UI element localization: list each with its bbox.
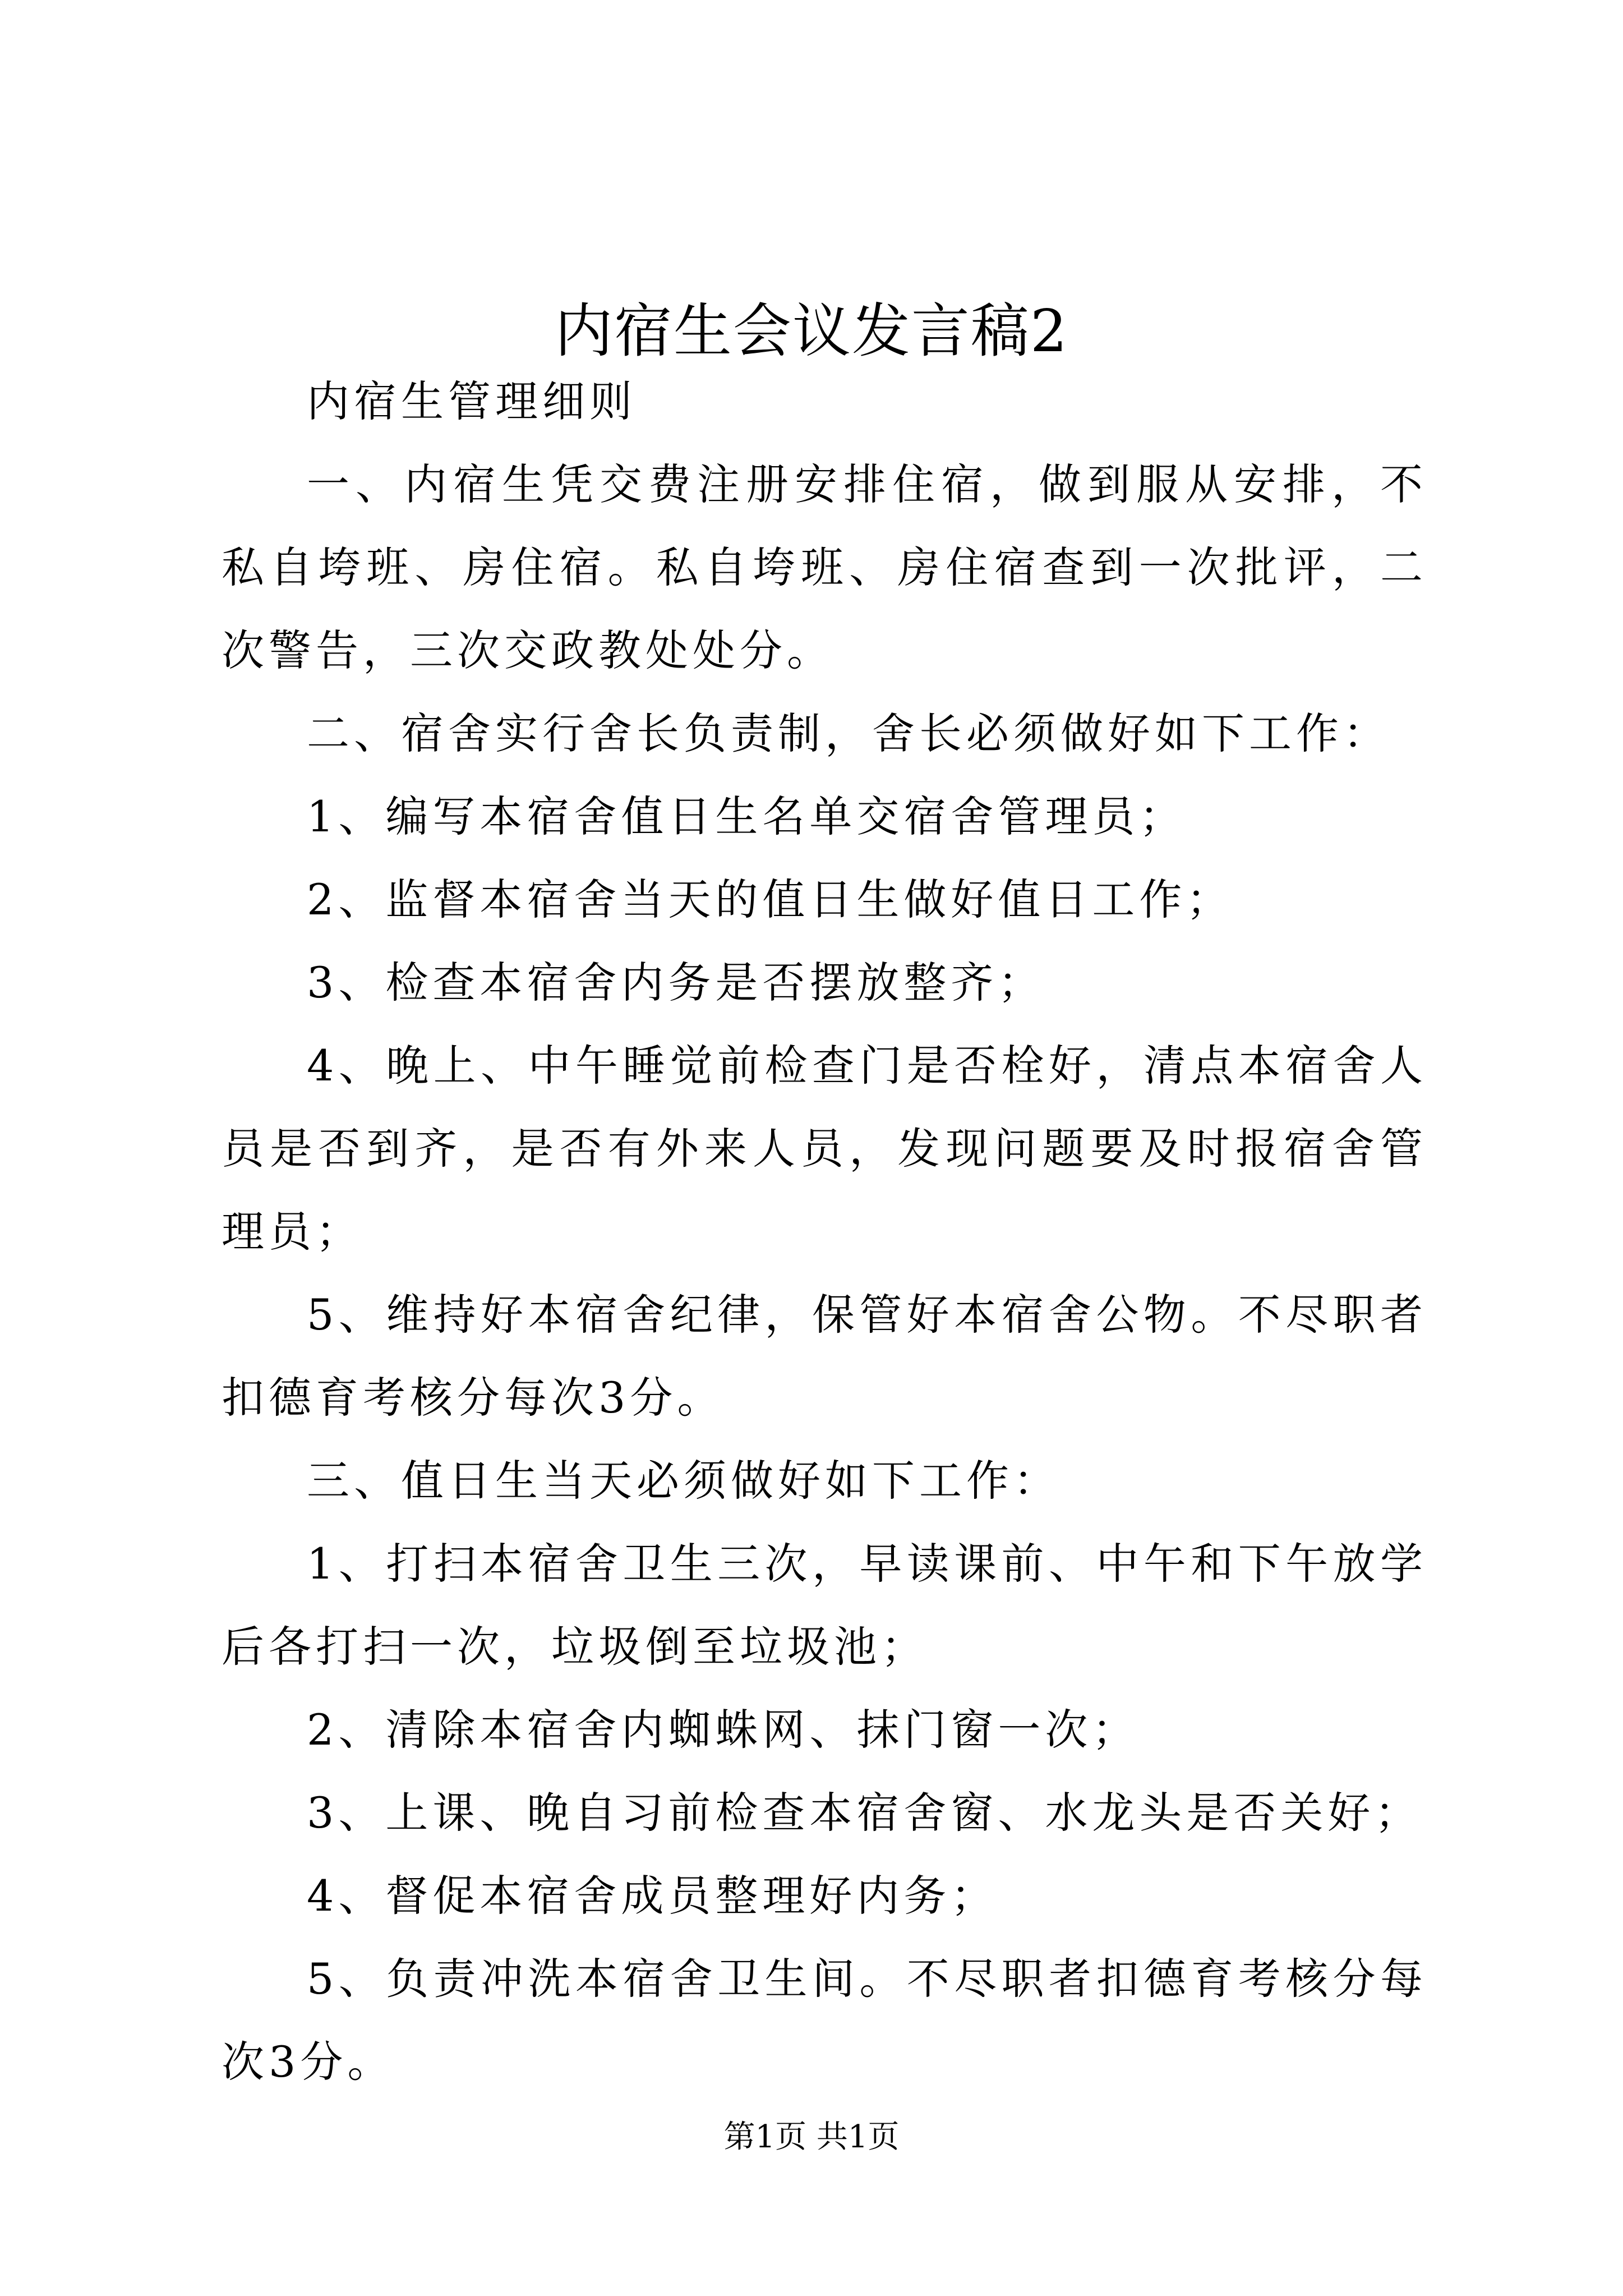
document-body [222, 360, 1427, 2104]
paragraph: 1、打扫本宿舍卫生三次，早读课前、中午和下午放学后各打扫一次，垃圾倒至垃圾池； [222, 1539, 1427, 1672]
page-footer: 第1页 共1页 [723, 2119, 900, 2155]
paragraph-heading: 内宿生管理细则 [307, 376, 637, 426]
paragraph: 三、值日生当天必须做好如下工作： [307, 1456, 1061, 1506]
paragraph: 2、监督本宿舍当天的值日生做好值日工作； [307, 875, 1234, 924]
paragraph: 2、清除本宿舍内蜘蛛网、抹门窗一次； [307, 1705, 1140, 1755]
paragraph: 二、宿舍实行舍长负责制，舍长必须做好如下工作： [307, 708, 1390, 758]
paragraph: 一、内宿生凭交费注册安排住宿，做到服从安排，不私自垮班、房住宿。私自垮班、房住宿查到一次批评，二次警告，三次交政教处处分。 [222, 459, 1427, 675]
document-title: 内宿生会议发言稿2 [554, 297, 1069, 365]
paragraph: 5、负责冲洗本宿舍卫生间。不尽职者扣德育考核分每次3分。 [222, 1954, 1427, 2087]
paragraph: 1、编写本宿舍值日生名单交宿舍管理员； [307, 792, 1187, 841]
paragraph: 4、督促本宿舍成员整理好内务； [307, 1871, 998, 1921]
paragraph: 5、维持好本宿舍纪律，保管好本宿舍公物。不尽职者扣德育考核分每次3分。 [222, 1290, 1427, 1423]
paragraph: 3、检查本宿舍内务是否摆放整齐； [307, 958, 1045, 1007]
paragraph: 3、上课、晚自习前检查本宿舍窗、水龙头是否关好； [307, 1788, 1422, 1838]
paragraph: 4、晚上、中午睡觉前检查门是否栓好，清点本宿舍人员是否到齐，是否有外来人员，发现问题要及时报宿舍管理员； [222, 1041, 1427, 1257]
